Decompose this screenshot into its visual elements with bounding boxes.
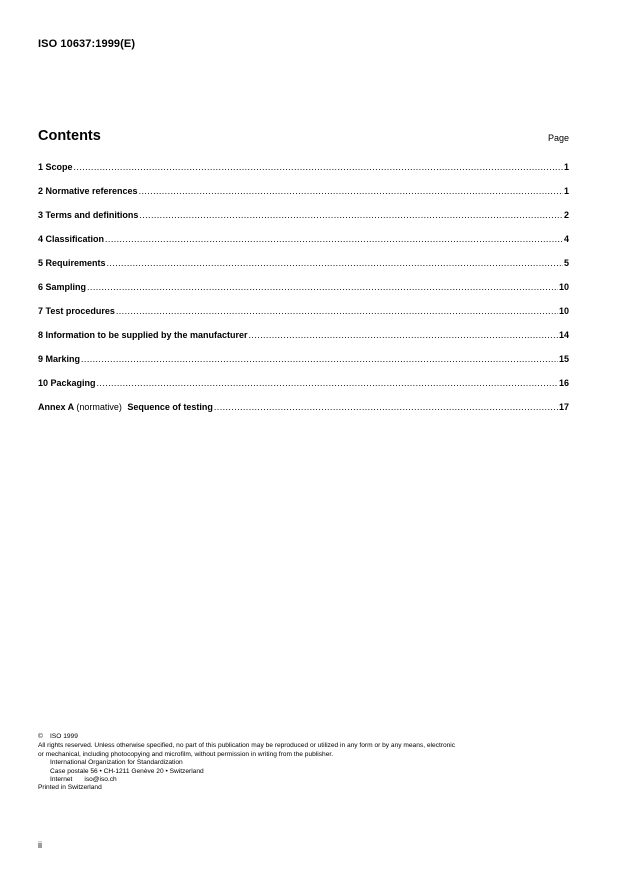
copyright-notice — [38, 733, 578, 793]
toc-entry-page: 5 — [563, 258, 569, 268]
toc-entry-page: 14 — [558, 330, 569, 340]
dot-leader — [116, 304, 558, 319]
rights-statement-line-1: All rights reserved. Unless otherwise specified, no part of this publication may be reproduced or utilized in any form or by any means, electronic — [38, 742, 456, 750]
toc-entry-title: 4 Classification — [38, 234, 105, 244]
annex-status: (normative) — [76, 402, 122, 412]
dot-leader — [139, 208, 563, 223]
dot-leader — [105, 232, 563, 247]
toc-entry-page: 10 — [558, 306, 569, 316]
toc-entry-classification[interactable] — [38, 232, 569, 256]
toc-entry-page: 10 — [558, 282, 569, 292]
toc-entry-sampling[interactable] — [38, 280, 569, 304]
toc-entry-title: 2 Normative references — [38, 186, 138, 196]
dot-leader — [214, 400, 558, 415]
toc-entry-annex-a[interactable] — [38, 400, 569, 424]
copyright-symbol: © — [38, 733, 43, 740]
document-identifier: ISO 10637:1999(E) — [38, 38, 136, 50]
toc-entry-page: 17 — [558, 402, 569, 412]
printed-location: Printed in Switzerland — [38, 784, 102, 792]
toc-entry-title: 7 Test procedures — [38, 306, 115, 316]
organization-name: International Organization for Standardization — [50, 759, 183, 767]
dot-leader — [87, 280, 558, 295]
toc-entry-normative-references[interactable] — [38, 184, 569, 208]
toc-entry-title: 8 Information to be supplied by the manufacturer — [38, 330, 248, 340]
toc-entry-title: 3 Terms and definitions — [38, 210, 139, 220]
annex-label: Annex A — [38, 402, 74, 412]
dot-leader — [81, 352, 558, 367]
dot-leader — [97, 376, 558, 391]
toc-entry-terms-and-definitions[interactable] — [38, 208, 569, 232]
internet-contact — [38, 776, 578, 784]
page-number: ii — [38, 840, 42, 850]
toc-entry-page: 15 — [558, 354, 569, 364]
copyright-year: ISO 1999 — [50, 733, 78, 740]
toc-entry-information-supplied[interactable] — [38, 328, 569, 352]
copyright-year-line — [38, 733, 578, 741]
dot-leader — [107, 256, 563, 271]
toc-entry-title — [38, 400, 213, 415]
toc-entry-marking[interactable] — [38, 352, 569, 376]
toc-entry-test-procedures[interactable] — [38, 304, 569, 328]
toc-entry-title: 6 Sampling — [38, 282, 87, 292]
dot-leader — [139, 184, 563, 199]
toc-entry-title: 1 Scope — [38, 162, 73, 172]
dot-leader — [74, 160, 563, 175]
contents-heading: Contents — [38, 128, 101, 144]
toc-entry-requirements[interactable] — [38, 256, 569, 280]
toc-entry-scope[interactable] — [38, 160, 569, 184]
rights-statement-line-2: or mechanical, including photocopying and microfilm, without permission in writing from the publisher. — [38, 750, 334, 758]
toc-entry-page: 1 — [563, 162, 569, 172]
toc-entry-page: 1 — [563, 186, 569, 196]
annex-title: Sequence of testing — [127, 402, 213, 412]
toc-entry-page: 4 — [563, 234, 569, 244]
toc-entry-page: 2 — [563, 210, 569, 220]
table-of-contents — [38, 160, 569, 424]
internet-email[interactable]: iso@iso.ch — [84, 776, 117, 784]
toc-entry-title: 9 Marking — [38, 354, 81, 364]
organization-address: Case postale 56 • CH-1211 Genève 20 • Switzerland — [50, 767, 204, 775]
toc-entry-title: 5 Requirements — [38, 258, 106, 268]
toc-entry-page: 16 — [558, 378, 569, 388]
toc-entry-packaging[interactable] — [38, 376, 569, 400]
dot-leader — [249, 328, 558, 343]
page-column-label: Page — [547, 133, 569, 143]
internet-label: Internet — [50, 776, 73, 784]
toc-entry-title: 10 Packaging — [38, 378, 96, 388]
